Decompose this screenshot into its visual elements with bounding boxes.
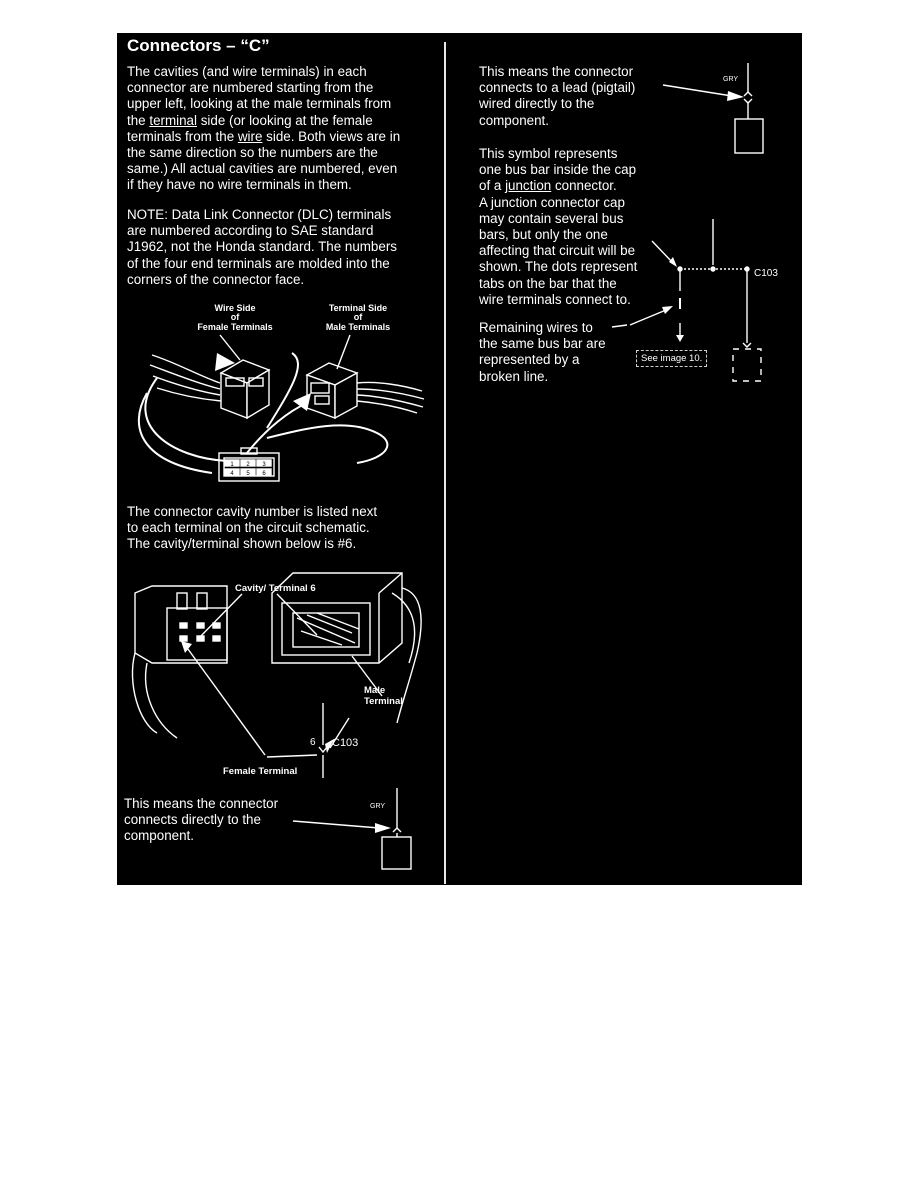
busbar-line: of a junction connector. xyxy=(479,178,617,194)
remaining-line: the same bus bar are xyxy=(479,336,606,352)
pigtail-line: connects to a lead (pigtail) xyxy=(479,80,636,96)
remaining-line: represented by a xyxy=(479,352,580,368)
note-line: corners of the connector face. xyxy=(127,271,305,287)
intro-line: the terminal side (or looking at the female xyxy=(127,112,373,128)
busbar-line: affecting that circuit will be xyxy=(479,243,636,259)
cavity-num-4: 4 xyxy=(230,471,234,477)
wire-side-label-3: Female Terminals xyxy=(197,322,273,332)
direct-wire-color: GRY xyxy=(370,803,386,810)
intro-line: terminals from the wire side. Both views are in xyxy=(127,128,401,144)
terminal-side-label-2: of xyxy=(353,312,363,322)
busbar-line: wire terminals connect to. xyxy=(479,291,631,307)
schematic-drawings xyxy=(117,33,802,885)
intro-line: The cavities (and wire terminals) in each xyxy=(127,64,367,79)
intro-line: if they have no wire terminals in them. xyxy=(127,177,352,193)
busbar-line: shown. The dots represent xyxy=(479,259,638,275)
pigtail-line: This means the connector xyxy=(479,64,634,79)
cavity-line: to each terminal on the circuit schematic. xyxy=(127,520,370,536)
busbar-line: bars, but only the one xyxy=(479,227,608,243)
busbar-line: A junction connector cap xyxy=(479,194,625,210)
terminal-side-label-1: Terminal Side xyxy=(328,303,388,313)
remaining-line: Remaining wires to xyxy=(479,320,593,335)
connector-id-c103: C103 xyxy=(332,737,359,749)
busbar-line: tabs on the bar that the xyxy=(479,275,617,291)
cavity-terminal-label: Cavity/ Terminal 6 xyxy=(235,583,316,594)
female-terminal-label: Female Terminal xyxy=(223,766,298,777)
figure-connector-halves xyxy=(139,303,424,481)
busbar-line: may contain several bus xyxy=(479,210,624,226)
direct-line: connects directly to the xyxy=(124,812,261,828)
intro-line: upper left, looking at the male terminals from xyxy=(127,96,392,112)
note-line: NOTE: Data Link Connector (DLC) terminals xyxy=(127,207,392,222)
underlined-term: terminal xyxy=(149,112,197,128)
male-terminal-label-2: Terminal xyxy=(364,696,403,707)
male-terminal-label-1: Male xyxy=(364,685,386,696)
cavity-num-2: 2 xyxy=(246,462,250,468)
intro-line: same.) All actual cavities are numbered, even xyxy=(127,161,398,177)
figure-cavity-terminal xyxy=(132,573,421,778)
cavity-num-3: 3 xyxy=(262,462,266,468)
cavity-line: The connector cavity number is listed next xyxy=(127,504,378,519)
underlined-term: junction xyxy=(505,178,552,194)
pin-number: 6 xyxy=(310,737,316,748)
wire-side-label-2: of xyxy=(230,312,240,322)
note-line: are numbered according to SAE standard xyxy=(127,223,374,239)
busbar-connector-id: C103 xyxy=(754,268,778,279)
busbar-line: one bus bar inside the cap xyxy=(479,162,637,178)
intro-line: the same direction so the numbers are the xyxy=(127,145,378,161)
direct-connection-symbol xyxy=(293,788,411,869)
wire-side-label-1: Wire Side xyxy=(214,303,256,313)
cavity-line: The cavity/terminal shown below is #6. xyxy=(127,536,357,552)
pigtail-symbol xyxy=(663,63,763,153)
pigtail-line: wired directly to the xyxy=(479,96,595,112)
remaining-line: broken line. xyxy=(479,368,549,384)
note-line: of the four end terminals are molded into the xyxy=(127,255,390,271)
terminal-side-label-3: Male Terminals xyxy=(325,322,391,332)
cavity-num-1: 1 xyxy=(230,462,234,468)
section-title: Connectors – “C” xyxy=(127,36,270,55)
cavity-num-6: 6 xyxy=(262,471,266,477)
busbar-line: This symbol represents xyxy=(479,146,618,161)
intro-line: connector are numbered starting from the xyxy=(127,80,374,96)
document-panel xyxy=(117,33,802,885)
busbar-symbol xyxy=(612,219,778,381)
underlined-term: wire xyxy=(237,128,263,144)
direct-line: component. xyxy=(124,828,194,844)
pigtail-wire-color: GRY xyxy=(723,76,739,83)
cavity-num-5: 5 xyxy=(246,471,250,477)
pigtail-line: component. xyxy=(479,112,549,128)
see-image-box: See image 10. xyxy=(636,350,707,367)
direct-line: This means the connector xyxy=(124,796,279,811)
note-line: J1962, not the Honda standard. The numbers xyxy=(127,239,397,255)
